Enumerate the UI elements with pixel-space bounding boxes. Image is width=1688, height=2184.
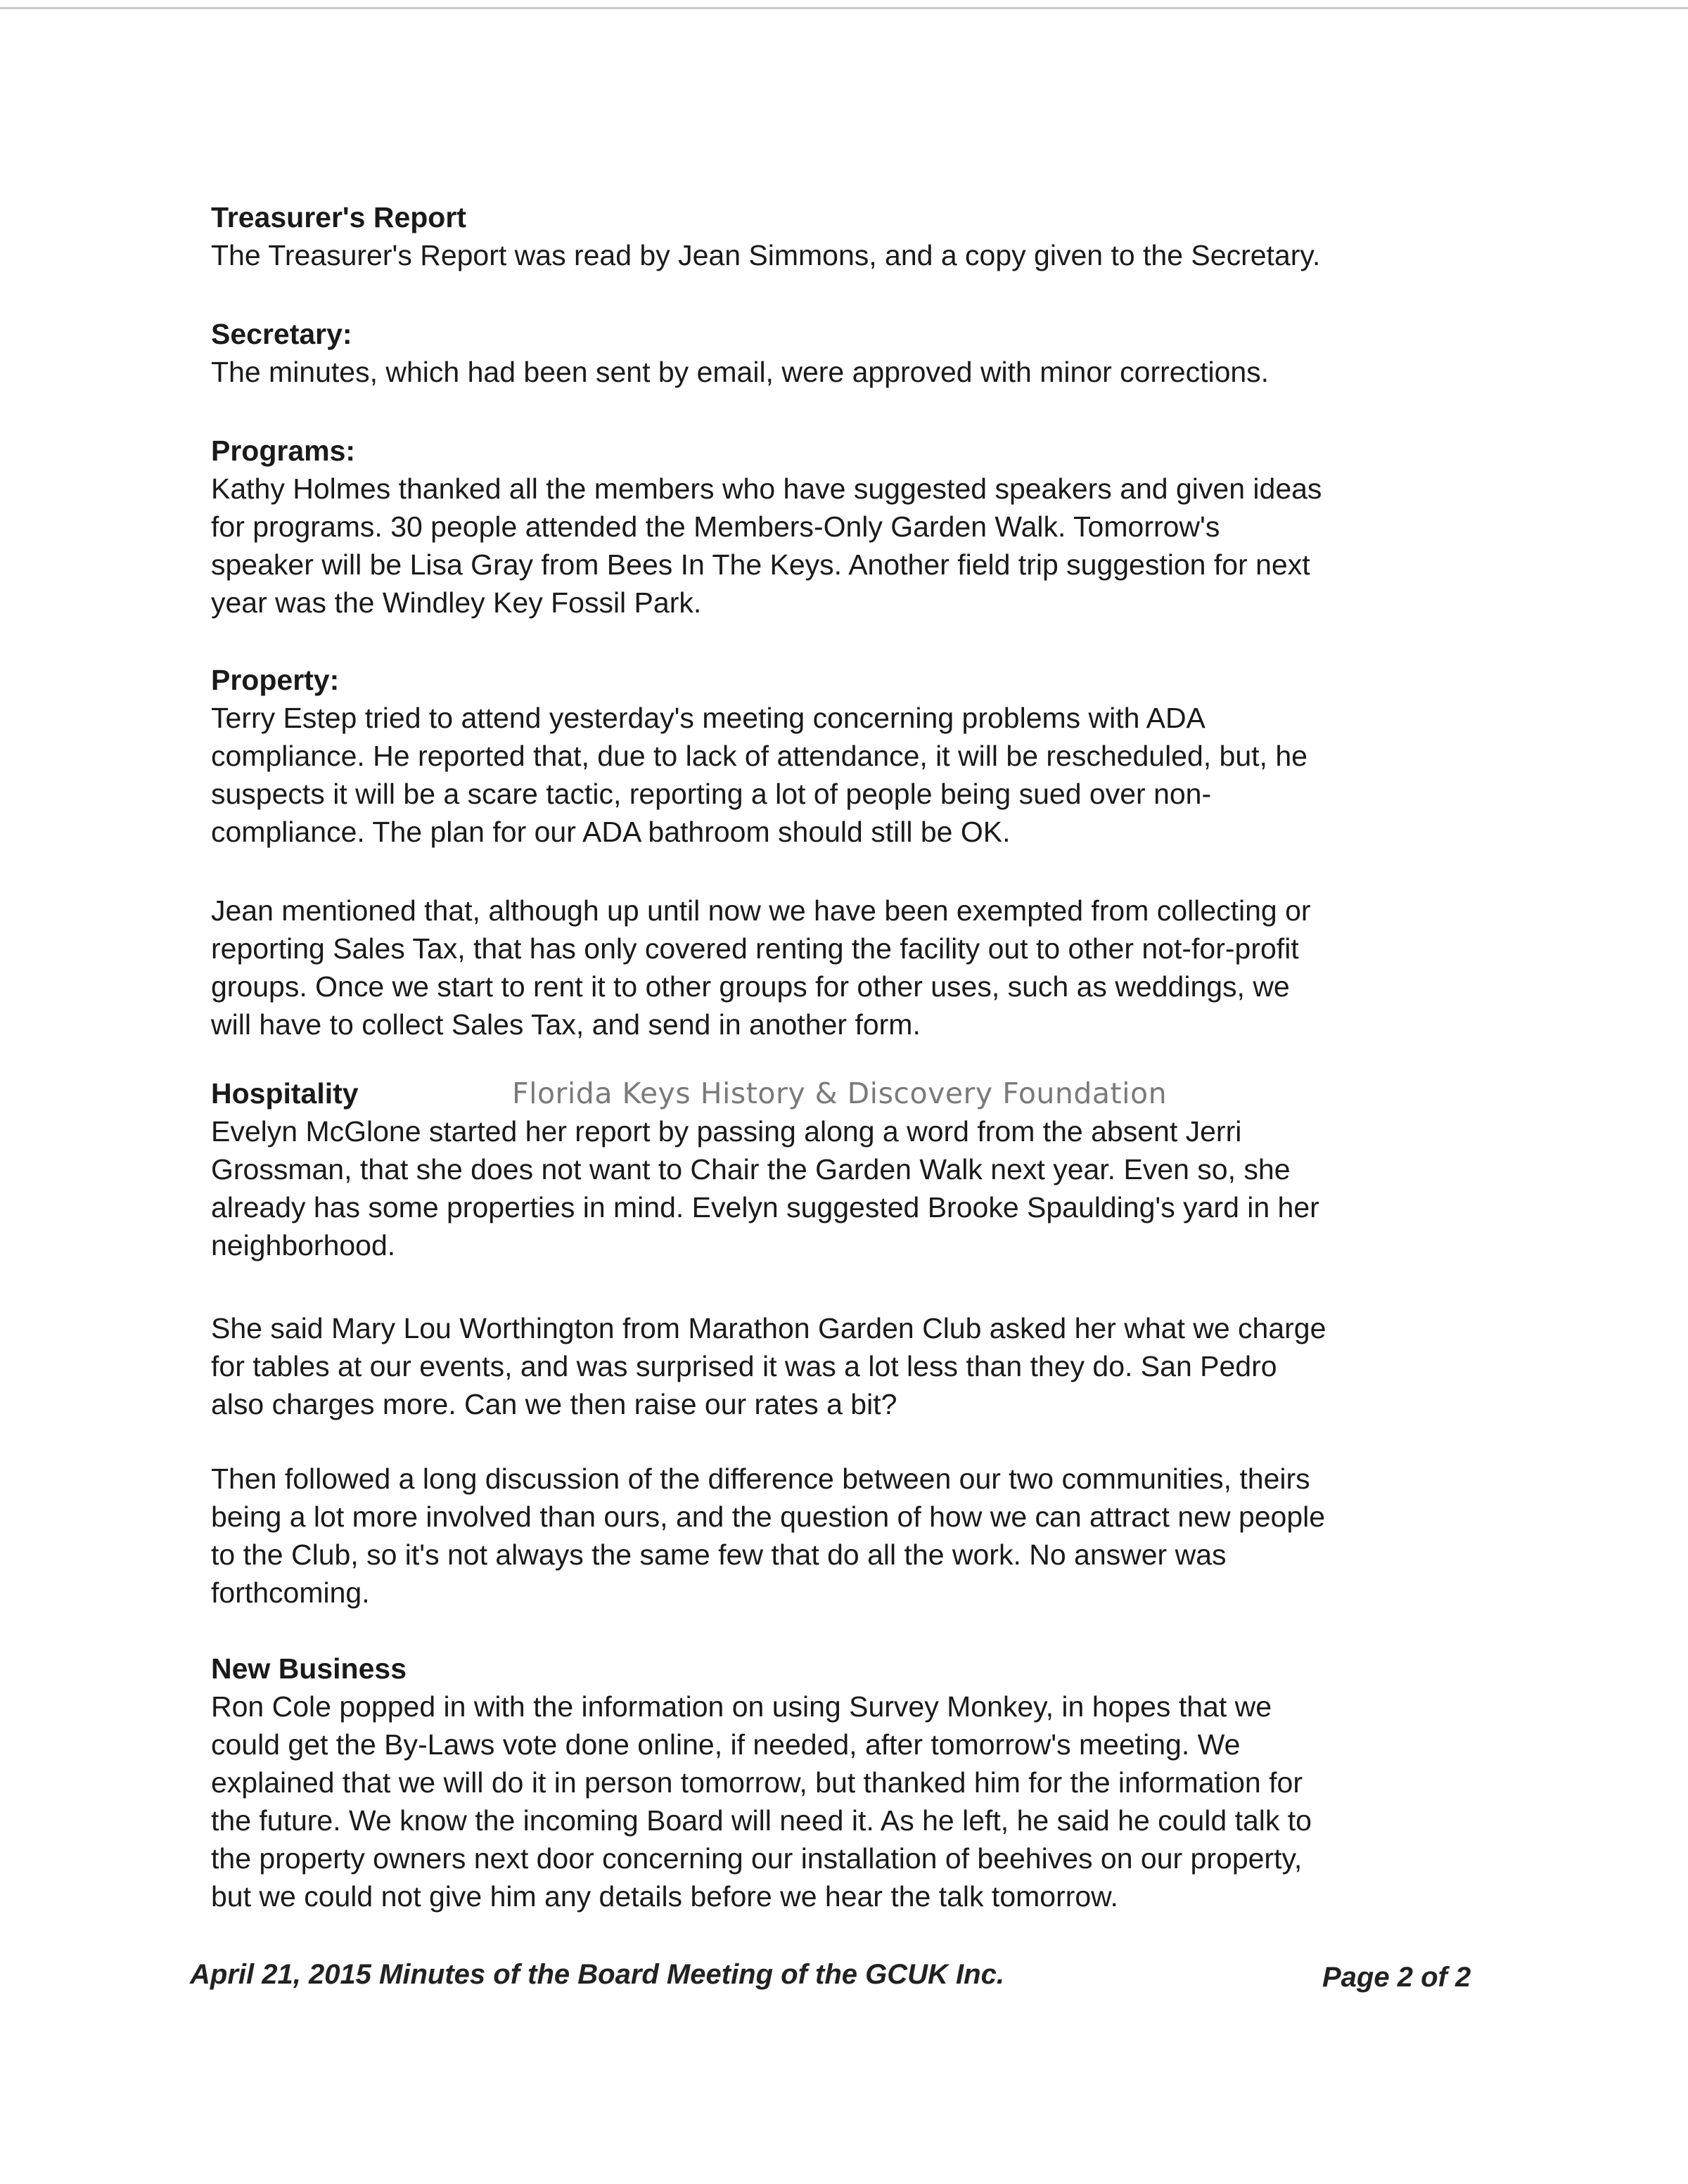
section-heading: Secretary: — [211, 318, 352, 350]
section-heading: New Business — [211, 1652, 407, 1685]
section-heading: Property: — [211, 664, 340, 696]
footer-page-number: Page 2 of 2 — [1322, 1962, 1471, 1993]
section-text: Ron Cole popped in with the information on using Survey Monkey, in hopes that we could get the By-Laws vote done online, if needed, after tomorrow's meeting. We explained that we will do it in person tomorrow, but thanked him for the information for the future. We know the incoming Board will need it. As he left, he said he could talk to the property owners next door concerning our installation of beehives on our property, but we could not give him any details before we hear the talk tomorrow. — [211, 1690, 1312, 1913]
section-text: The Treasurer's Report was read by Jean Simmons, and a copy given to the Secretary. — [211, 239, 1321, 271]
section-programs — [211, 432, 1498, 622]
footer-meeting-title: April 21, 2015 Minutes of the Board Meeting of the GCUK Inc. — [190, 1959, 1004, 1990]
foundation-watermark: Florida Keys History & Discovery Foundation — [512, 1077, 1168, 1110]
section-new-business — [211, 1650, 1498, 1915]
section-heading: Hospitality — [211, 1077, 359, 1110]
paragraph-table-charges — [211, 1309, 1498, 1423]
section-text: Jean mentioned that, although up until now we have been exempted from collecting or reporting Sales Tax, that has only covered renting the facility out to other not-for-profit groups. Once we start to rent it to other groups for other uses, such as weddings, we will have to collect Sales Tax, and send in another form. — [211, 894, 1311, 1041]
section-text: Evelyn McGlone started her report by passing along a word from the absent Jerri Grossman, that she does not want to Chair the Garden Walk next year. Even so, she already has some properties in mind. Evelyn suggested Brooke Spaulding's yard in her neighborhood. — [211, 1115, 1319, 1261]
section-heading: Programs: — [211, 435, 356, 467]
section-text: Terry Estep tried to attend yesterday's meeting concerning problems with ADA compliance. He reported that, due to lack of attendance, it will be rescheduled, but, he suspects it will be a scare tactic, reporting a lot of people being sued over non- compliance. The plan for our ADA bathroom should still be OK. — [211, 702, 1307, 848]
section-property — [211, 661, 1498, 851]
section-heading: Treasurer's Report — [211, 201, 466, 233]
section-text: Then followed a long discussion of the difference between our two communities, theirs being a lot more involved than ours, and the question of how we can attract new people to the Club, so it's not always the same few that do all the work. No answer was forthcoming. — [211, 1463, 1326, 1609]
section-treasurers-report — [211, 198, 1498, 274]
section-secretary — [211, 315, 1498, 391]
section-text: She said Mary Lou Worthington from Marathon Garden Club asked her what we charge for tables at our events, and was surprised it was a lot less than they do. San Pedro also charges more. Can we then raise our rates a bit? — [211, 1312, 1326, 1420]
section-text: The minutes, which had been sent by email, were approved with minor corrections. — [211, 356, 1270, 388]
section-text: Kathy Holmes thanked all the members who have suggested speakers and given ideas for programs. 30 people attended the Members-Only Garden Walk. Tomorrow's speaker will be Lisa Gray from Bees In The Keys. Another field trip suggestion for next year was the Windley Key Fossil Park. — [211, 473, 1322, 619]
paragraph-sales-tax — [211, 892, 1498, 1043]
paragraph-communities-discussion — [211, 1460, 1498, 1612]
